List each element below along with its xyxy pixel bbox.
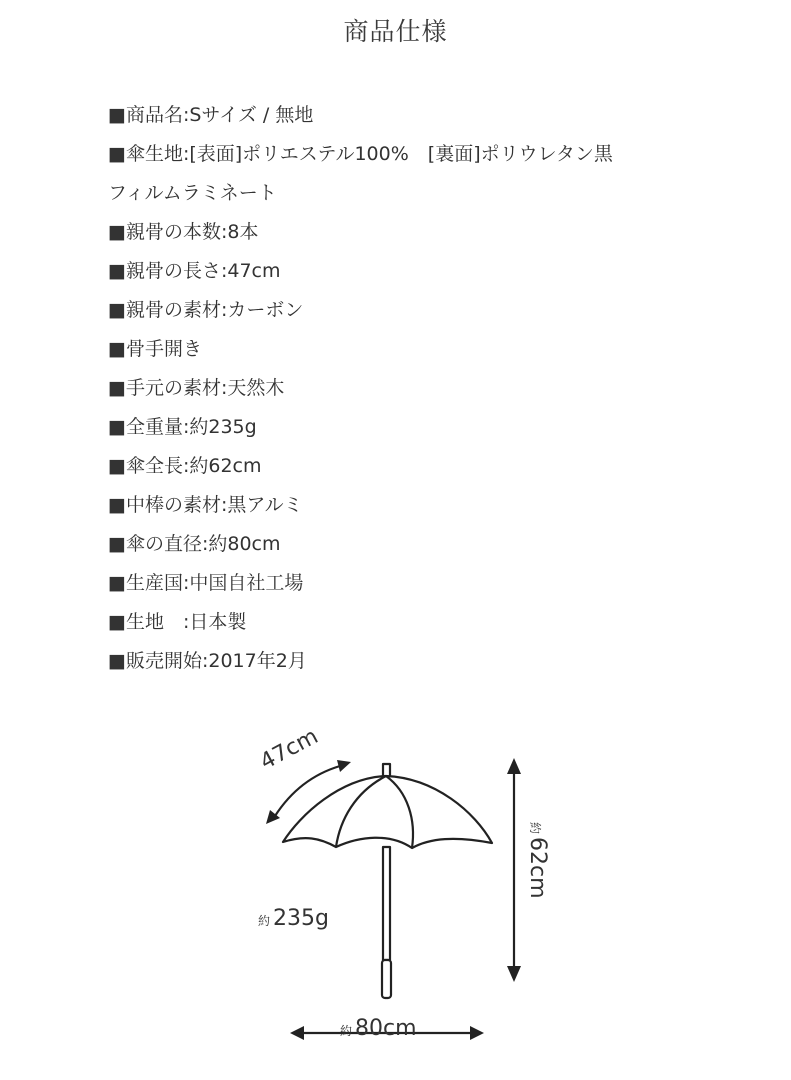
spec-fabric-origin: ■生地 :日本製 [108,611,247,633]
spec-list [108,96,748,681]
length-label: 約62cm [525,822,550,899]
spec-country: ■生産国:中国自社工場 [108,572,304,594]
rib-length-label: 47cm [256,724,323,775]
spec-manual-open: ■骨手開き [108,338,202,360]
spec-diameter: ■傘の直径:約80cm [108,533,281,555]
spec-product-name: ■商品名:Sサイズ / 無地 [108,104,314,126]
spec-release-date: ■販売開始:2017年2月 [108,650,307,672]
spec-handle-material: ■手元の素材:天然木 [108,377,285,399]
spec-total-weight: ■全重量:約235g [108,416,257,438]
spec-total-length: ■傘全長:約62cm [108,455,262,477]
weight-label: 約 235g [258,906,329,931]
spec-shaft-material: ■中棒の素材:黒アルミ [108,494,303,516]
spec-fabric: ■傘生地:[表面]ポリエステル100% [裏面]ポリウレタン黒 [108,143,613,165]
page-title: 商品仕様 [343,17,448,46]
diameter-label: 約 80cm [340,1016,417,1041]
spec-rib-length: ■親骨の長さ:47cm [108,260,281,282]
umbrella-diagram [240,724,580,1070]
spec-rib-material: ■親骨の素材:カーボン [108,299,304,321]
spec-fabric-continued: フィルムラミネート [108,182,277,204]
spec-rib-count: ■親骨の本数:8本 [108,221,259,243]
